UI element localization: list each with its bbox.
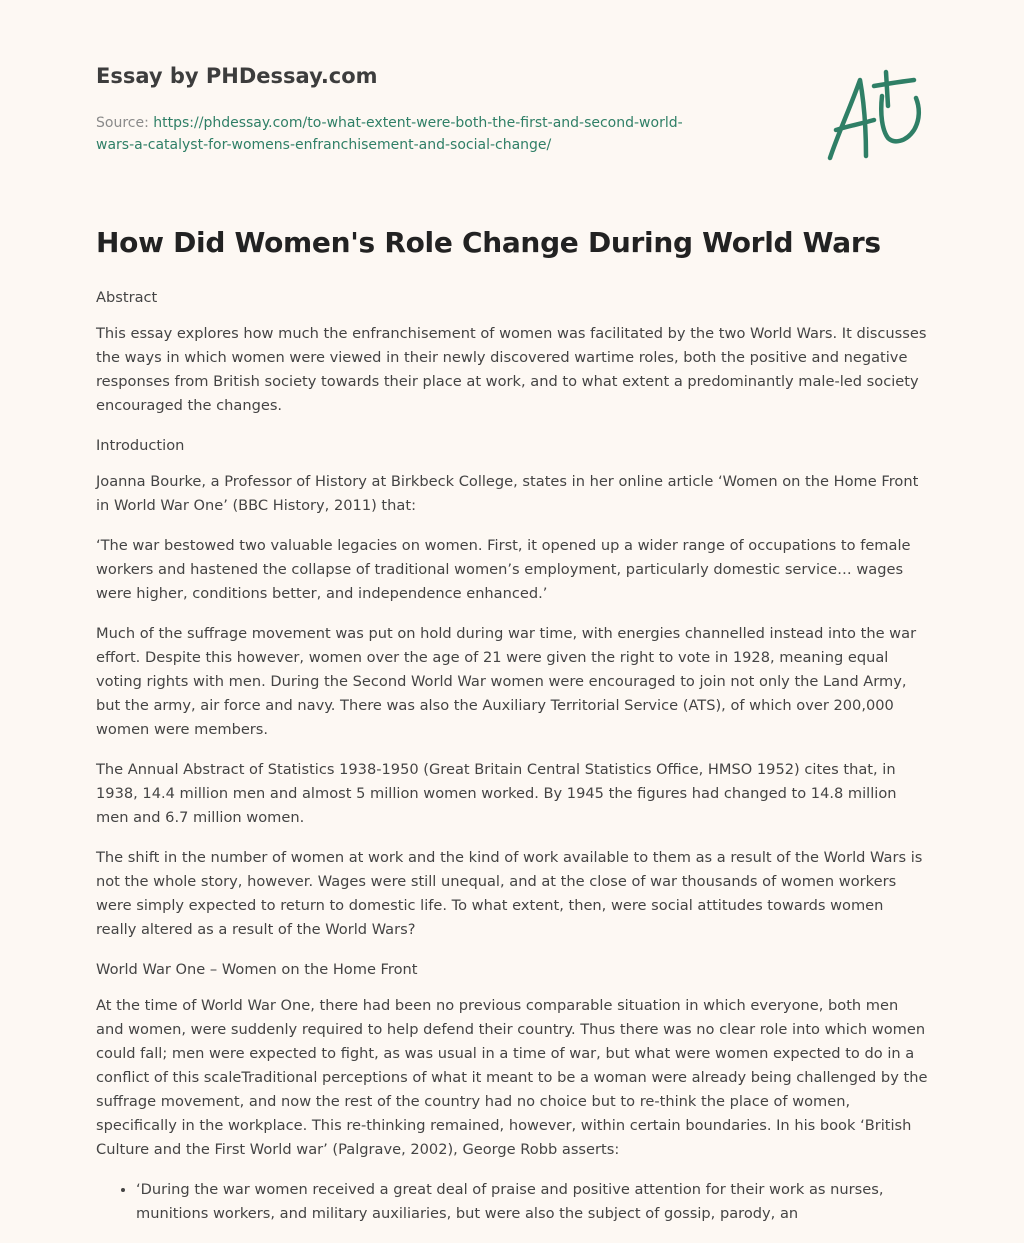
abstract-paragraph: This essay explores how much the enfranchisement of women was facilitated by the two World Wars. It discusses the ways in which women were viewed in their newly discovered wartime roles, both the positive and negative responses from British society towards their place at work, and to what extent a predominantly male-led society encouraged the changes.	[96, 325, 927, 414]
paragraph: Joanna Bourke, a Professor of History at Birkbeck College, states in her online article ‘Women on the Home Front in World War One’ (BBC History, 2011) that:	[96, 473, 919, 514]
a-plus-logo-icon	[822, 68, 926, 164]
abstract-heading: Abstract	[96, 289, 158, 306]
quote-list	[96, 1178, 928, 1226]
essay-title: How Did Women's Role Change During World Wars	[96, 226, 881, 259]
source-link[interactable]	[96, 115, 683, 153]
source-link-line-2: wars-a-catalyst-for-womens-enfranchisement-and-social-change/	[96, 137, 552, 153]
paragraph: Much of the suffrage movement was put on hold during war time, with energies channelled instead into the war effort. Despite this however, women over the age of 21 were given the right to vote in 1928, meaning equal voting rights with men. During the Second World War women were encouraged to join not only the Land Army, but the army, air force and navy. There was also the Auxiliary Territorial Service (ATS), of which over 200,000 women were members.	[96, 625, 917, 738]
source-link-line-1: https://phdessay.com/to-what-extent-were-both-the-first-and-second-world-	[153, 115, 683, 131]
site-title: Essay by PHDessay.com	[96, 64, 378, 88]
paragraph: At the time of World War One, there had been no previous comparable situation in which everyone, both men and women, were suddenly required to help defend their country. Thus there was no clear role into which women could fall; men were expected to fight, as was usual in a time of war, but what were women expected to do in a conflict of this scaleTraditional perceptions of what it meant to be a woman were already being challenged by the suffrage movement, and now the rest of the country had no choice but to re-think the place of women, specifically in the workplace. This re-thinking remained, however, within certain boundaries. In his book ‘British Culture and the First World war’ (Palgrave, 2002), George Robb asserts:	[96, 997, 928, 1158]
essay-body	[96, 286, 928, 1226]
ww1-heading: World War One – Women on the Home Front	[96, 961, 418, 978]
paragraph: The shift in the number of women at work and the kind of work available to them as a result of the World Wars is not the whole story, however. Wages were still unequal, and at the close of war thousands of women workers were simply expected to return to domestic life. To what extent, then, were social attitudes towards women really altered as a result of the World Wars?	[96, 849, 923, 938]
source-line	[96, 112, 756, 156]
source-label: Source:	[96, 115, 154, 131]
paragraph: The Annual Abstract of Statistics 1938-1950 (Great Britain Central Statistics Office, HMSO 1952) cites that, in 1938, 14.4 million men and almost 5 million women worked. By 1945 the figures had changed to 14.8 million men and 6.7 million women.	[96, 761, 897, 826]
list-item: • ‘During the war women received a great deal of praise and positive attention for their work as nurses, munitions workers, and military auxiliaries, but were also the subject of gossip, parody, an	[136, 1178, 928, 1226]
quote-paragraph: ‘The war bestowed two valuable legacies on women. First, it opened up a wider range of occupations to female workers and hastened the collapse of traditional women’s employment, particularly domestic service… wages were higher, conditions better, and independence enhanced.’	[96, 537, 911, 602]
introduction-heading: Introduction	[96, 437, 185, 454]
